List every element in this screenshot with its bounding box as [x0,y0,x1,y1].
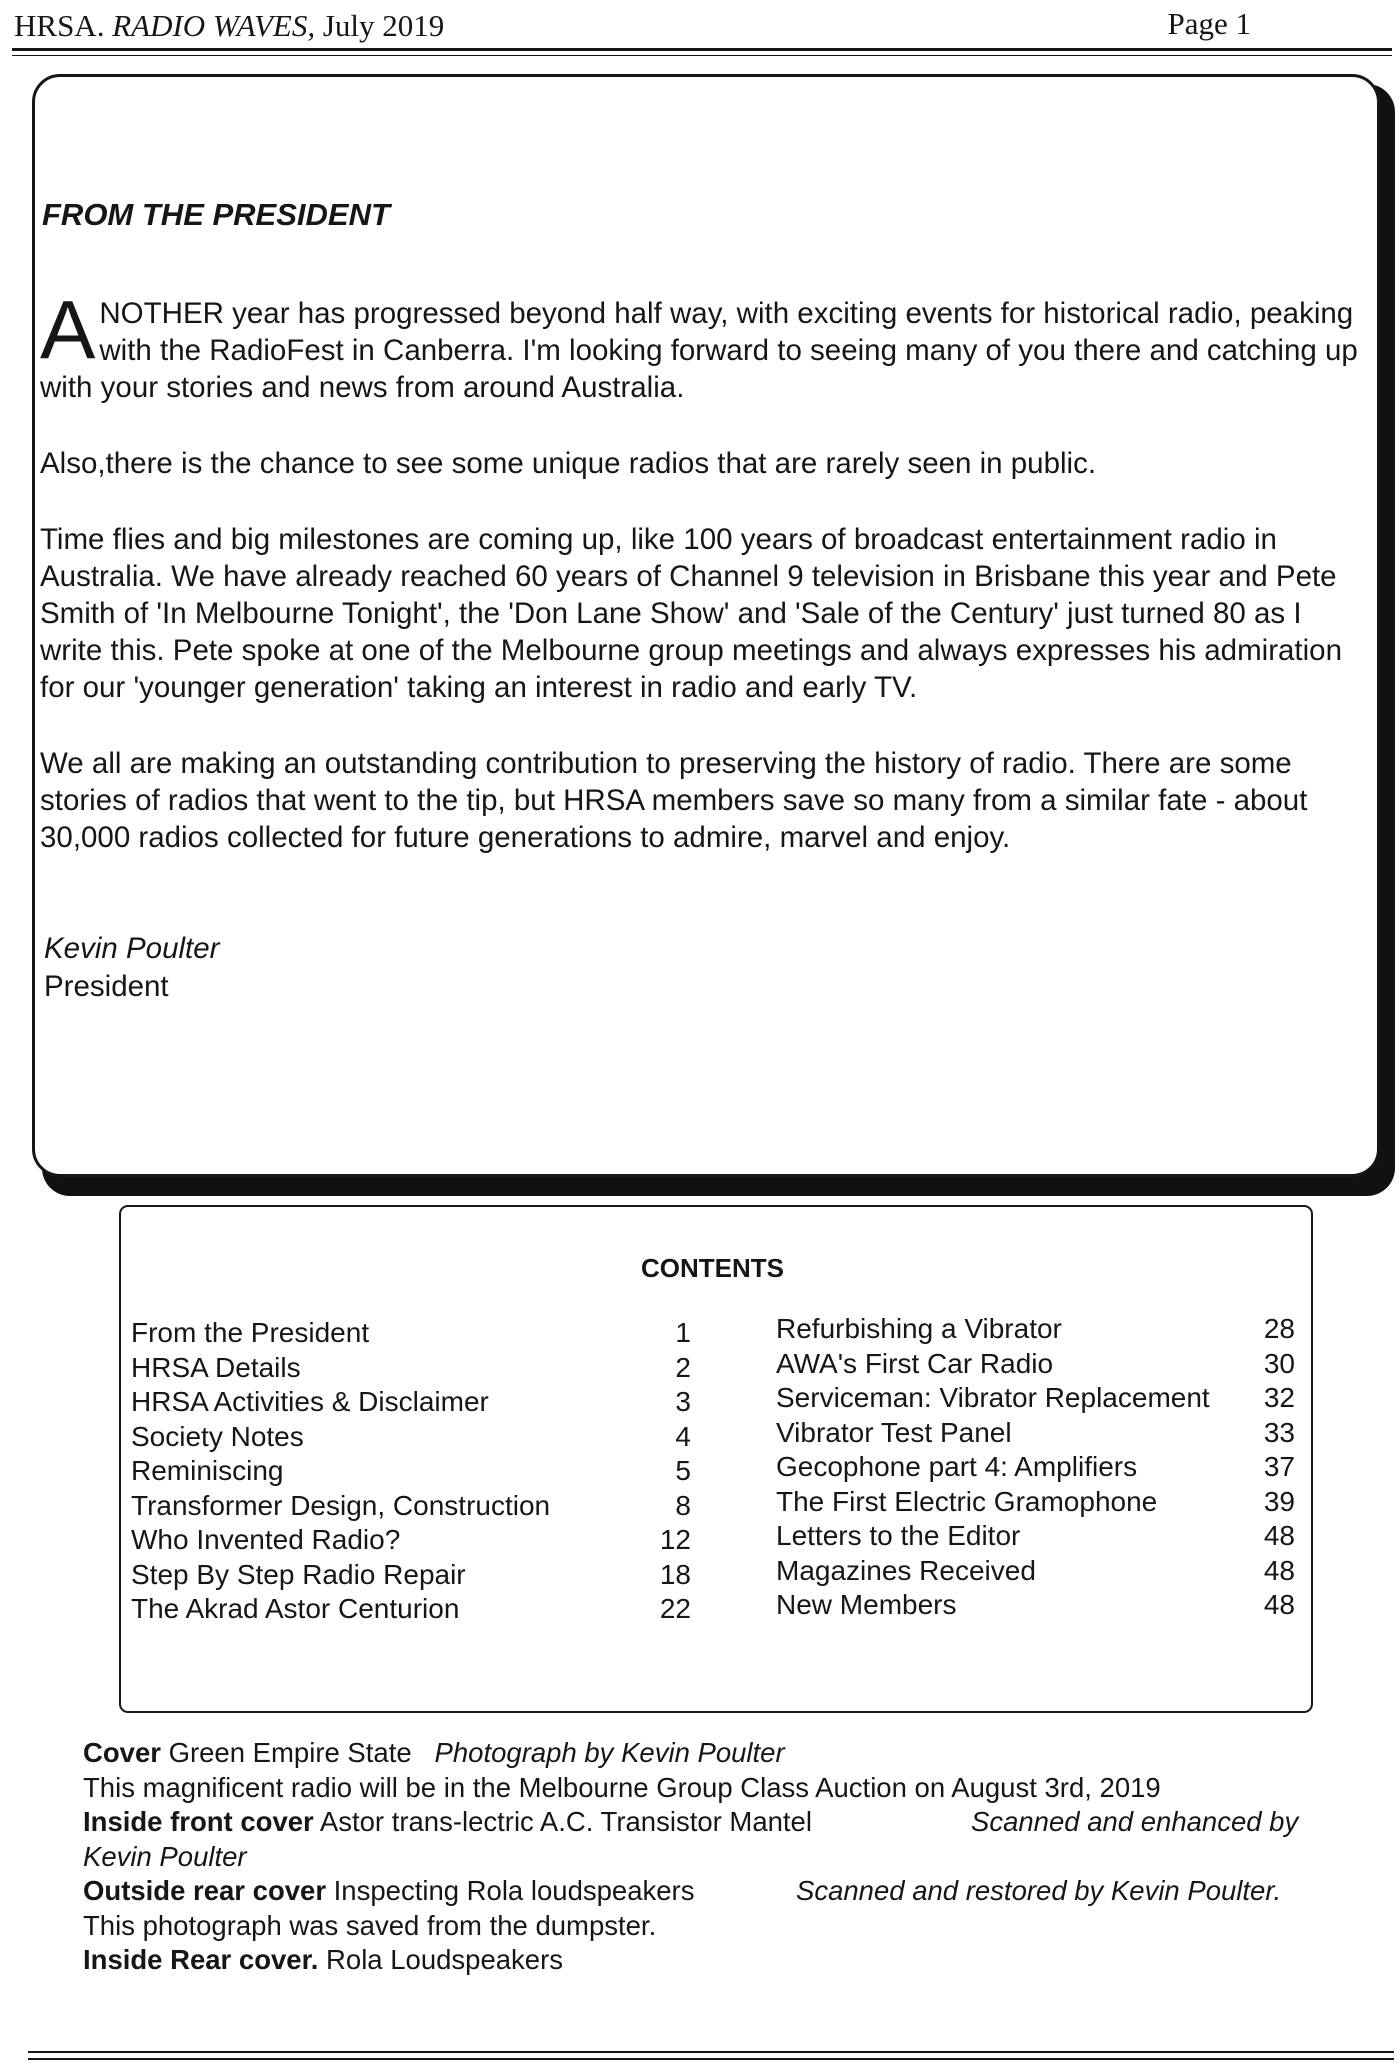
header-publication [14,8,444,44]
cover-notes [83,1736,1343,1978]
inside-front-credit-name: Kevin Poulter [83,1840,247,1872]
header-page-number: Page 1 [1167,6,1251,41]
page-header [14,6,1374,48]
toc-entry[interactable] [131,1489,691,1524]
inside-rear-note [83,1943,1343,1978]
toc-page: 48 [1263,1589,1295,1620]
president-title: FROM THE PRESIDENT [42,197,390,232]
toc-page: 33 [1263,1416,1295,1448]
president-message [40,283,1360,895]
toc-title: Who Invented Radio? [131,1524,401,1555]
contents-left-column [131,1316,691,1627]
header-issue: July 2019 [322,8,445,43]
toc-title: Reminiscing [131,1455,284,1486]
toc-title: Letters to the Editor [776,1520,1021,1551]
toc-page: 2 [675,1351,691,1383]
president-paragraph-1 [40,283,1360,406]
outside-rear-text: Inspecting Rola loudspeakers [333,1875,695,1906]
toc-entry[interactable] [776,1381,1295,1416]
toc-title: Vibrator Test Panel [776,1416,1012,1448]
president-paragraph-2: Also,there is the chance to see some unique radios that are rarely seen in public. [40,447,1097,480]
toc-page: 39 [1263,1485,1295,1517]
contents-right-column [776,1312,1295,1623]
paragraph-1-text: NOTHER year has progressed beyond half way, with exciting events for historical radio, peaking with the RadioFest in Canberra. I'm looking forward to seeing many of you there and catching up with your stories and news from around Australia. [40,297,1358,404]
inside-front-credit: Scanned and enhanced by [971,1806,1299,1837]
toc-title: From the President [131,1317,370,1348]
drop-cap: A [40,283,96,376]
toc-entry[interactable] [131,1385,691,1420]
toc-entry[interactable] [776,1519,1295,1554]
toc-entry[interactable] [131,1420,691,1455]
outside-rear-label: Outside rear cover [83,1875,327,1906]
toc-title: New Members [776,1589,957,1620]
signoff-name: Kevin Poulter [44,932,220,965]
toc-page: 5 [675,1455,691,1486]
toc-entry[interactable] [776,1554,1295,1589]
toc-title: Serviceman: Vibrator Replacement [776,1382,1210,1413]
outside-rear-note [83,1874,1343,1909]
toc-entry[interactable] [131,1558,691,1593]
toc-page: 3 [675,1386,691,1417]
header-org: HRSA. [14,8,105,43]
toc-page: 30 [1263,1347,1295,1379]
toc-page: 1 [675,1317,691,1348]
toc-title: Step By Step Radio Repair [131,1558,466,1590]
cover-note-auction: This magnificent radio will be in the Melbourne Group Class Auction on August 3rd, 2019 [83,1771,1161,1803]
toc-page: 8 [675,1489,691,1521]
president-paragraph-4: We all are making an outstanding contribution to preserving the history of radio. There are some stories of radios that went to the tip, but HRSA members save so many from a similar fate - about 30,000 radios collected for future generations to admire, marvel and enjoy. [40,747,1308,854]
toc-page: 37 [1263,1451,1295,1482]
inside-rear-text: Rola Loudspeakers [326,1944,564,1975]
president-signoff [44,930,219,1006]
signoff-role: President [44,970,169,1003]
footer-rule-2 [28,2058,1394,2060]
inside-front-text: Astor trans-lectric A.C. Transistor Mantel [319,1806,812,1837]
inside-front-note [83,1805,1343,1840]
toc-title: HRSA Details [131,1351,301,1383]
toc-page: 22 [659,1593,691,1624]
toc-entry[interactable] [131,1592,691,1627]
toc-entry[interactable] [131,1523,691,1558]
toc-entry[interactable] [131,1351,691,1386]
inside-rear-label: Inside Rear cover. [83,1944,319,1975]
cover-credit: Photograph by Kevin Poulter [434,1737,785,1768]
toc-entry[interactable] [776,1347,1295,1382]
toc-title: HRSA Activities & Disclaimer [131,1386,489,1417]
contents-title: CONTENTS [641,1253,784,1283]
header-title: RADIO WAVES, [112,8,316,43]
toc-page: 4 [675,1420,691,1452]
toc-title: Refurbishing a Vibrator [776,1313,1062,1344]
toc-title: Society Notes [131,1420,304,1452]
toc-entry[interactable] [776,1312,1295,1347]
toc-title: Transformer Design, Construction [131,1489,551,1521]
cover-label: Cover [83,1737,161,1768]
president-paragraph-3: Time flies and big milestones are coming up, like 100 years of broadcast entertainment radio in Australia. We have already reached 60 years of Channel 9 television in Brisbane this year and Pete Smith of 'In Melbourne Tonight', the 'Don Lane Show' and 'Sale of the Century' just turned 80 as I write this. Pete spoke at one of the Melbourne group meetings and always expresses his admiration for our 'younger generation' taking an interest in radio and early TV. [40,523,1342,704]
toc-title: The Akrad Astor Centurion [131,1593,460,1624]
toc-page: 32 [1263,1382,1295,1413]
outside-rear-note-2: This photograph was saved from the dumpster. [83,1909,657,1941]
toc-entry[interactable] [131,1454,691,1489]
inside-front-label: Inside front cover [83,1806,314,1837]
toc-entry[interactable] [776,1588,1295,1623]
toc-entry[interactable] [776,1485,1295,1520]
toc-page: 48 [1263,1554,1295,1586]
cover-text: Green Empire State [168,1737,412,1768]
inside-front-credit-line [83,1840,1343,1875]
toc-page: 12 [659,1524,691,1555]
toc-title: Gecophone part 4: Amplifiers [776,1451,1138,1482]
outside-rear-credit: Scanned and restored by Kevin Poulter. [796,1875,1282,1906]
toc-page: 18 [659,1558,691,1590]
toc-page: 28 [1263,1313,1295,1344]
header-rule-thin [12,55,1392,56]
toc-entry[interactable] [776,1416,1295,1451]
toc-title: AWA's First Car Radio [776,1347,1054,1379]
footer-rule-1 [28,2051,1394,2053]
header-rule-thick [12,48,1392,51]
toc-entry[interactable] [776,1450,1295,1485]
toc-title: The First Electric Gramophone [776,1485,1158,1517]
toc-title: Magazines Received [776,1554,1036,1586]
toc-page: 48 [1263,1520,1295,1551]
toc-entry[interactable] [131,1316,691,1351]
cover-note-front [83,1736,1343,1771]
